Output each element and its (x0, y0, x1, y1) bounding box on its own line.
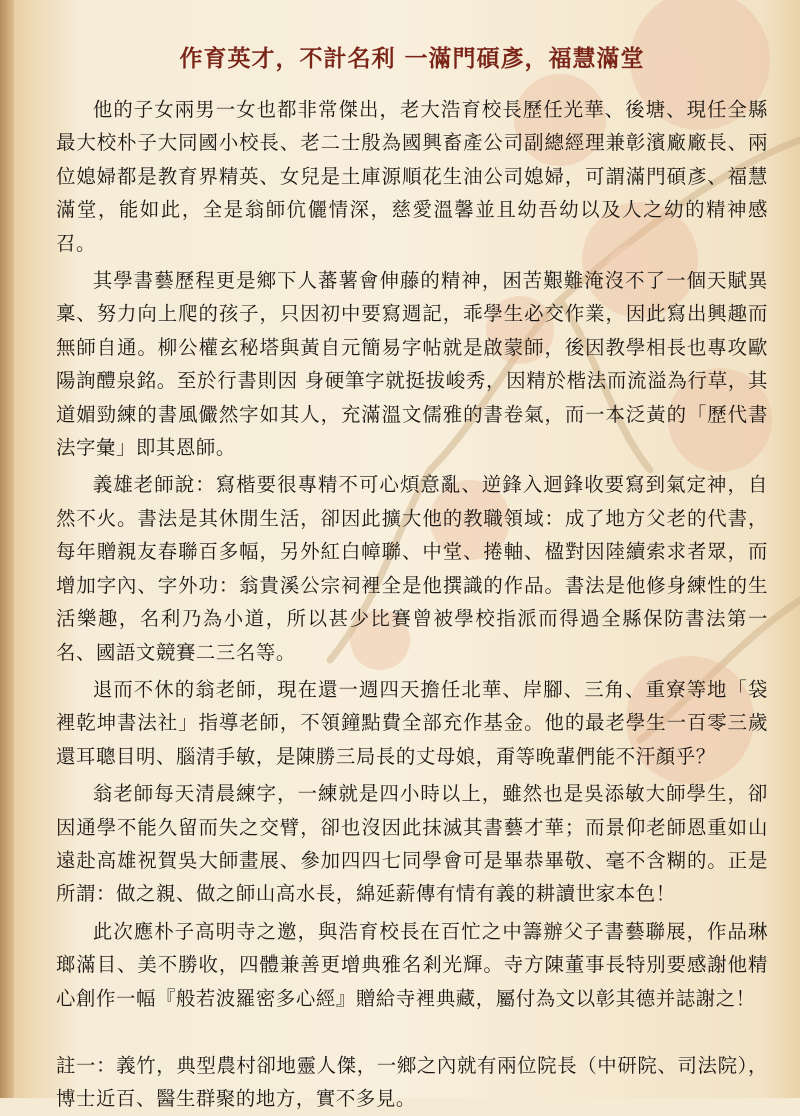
paragraph-calligraphy-journey: 其學書藝歷程更是鄉下人蕃薯會伸藤的精神，困苦艱難淹沒不了一個天賦異稟、努力向上爬的孩子，只因初中要寫週記，乖學生必交作業，因此寫出興趣而無師自通。柳公權玄秘塔與黃自元簡易字帖就是啟蒙師，後因教學相長也專攻歐陽詢醴泉銘。至於行書則因 身硬筆字就挺拔峻秀，因精於楷法而流溢為行草，其道媚勁練的書風儼然字如其人，充滿溫文儒雅的書卷氣，而一本泛黃的「歷代書法字彙」即其恩師。 (56, 269, 768, 460)
paragraph-retirement: 退而不休的翁老師，現在還一週四天擔任北華、岸腳、三角、重寮等地「袋裡乾坤書法社」指導老師，不領鐘點費全部充作基金。他的最老學生一百零三歲還耳聰目明、腦清手敏，是陳勝三局長的丈母娘，甭等晚輩們能不汗顏乎？ (56, 677, 768, 768)
paragraph-family: 他的子女兩男一女也都非常傑出，老大浩育校長歷任光華、後塘、現任全縣最大校朴子大同國小校長、老二士殷為國興畜產公司副總經理兼彰濱廠廠長、兩位媳婦都是教育界精英、女兒是土庫源順花生油公司媳婦，可謂滿門碩彥、福慧滿堂，能如此，全是翁師伉儷情深，慈愛溫馨並且幼吾幼以及人之幼的精神感召。 (56, 98, 768, 255)
paragraph-teacher-quote: 義雄老師說：寫楷要很專精不可心煩意亂、逆鋒入迴鋒收要寫到氣定神，自然不火。書法是其休閒生活，卻因此擴大他的教職領域：成了地方父老的代書，每年贈親友春聯百多幅，另外紅白幛聯、中堂、捲軸、楹對因陸續索求者眾，而增加字內、字外功：翁貴溪公宗祠裡全是他撰識的作品。書法是他修身練性的生活樂趣，名利乃為小道，所以甚少比賽曾被學校指派而得過全縣保防書法第一名、國語文競賽二三名等。 (56, 473, 768, 664)
page-binding-edge (0, 0, 14, 1098)
paragraph-exhibition: 此次應朴子高明寺之邀，與浩育校長在百忙之中籌辦父子書藝聯展，作品琳瑯滿目、美不勝收，四體兼善更增典雅名剎光輝。寺方陳董事長特別要感謝他精心創作一幅『般若波羅密多心經』贈給寺裡典藏，屬付為文以彰其德并誌謝之！ (56, 919, 768, 1010)
footnote: 註一：義竹，典型農村卻地靈人傑，一鄉之內就有兩位院長（中研院、司法院），博士近百、醫生群聚的地方，實不多見。 (56, 1053, 768, 1111)
page-title: 作育英才，不計名利 一滿門碩彥，福慧滿堂 (179, 45, 645, 72)
paragraph-daily-practice: 翁老師每天清晨練字，一練就是四小時以上，雖然也是吳添敏大師學生，卻因通學不能久留而失之交臂，卻也沒因此抹滅其書藝才華；而景仰老師恩重如山遠赴高雄祝賀吳大師畫展、參加四四七同學會可是畢恭畢敬、毫不含糊的。正是所謂：做之親、做之師山高水長，綿延薪傳有情有義的耕讀世家本色！ (56, 782, 768, 906)
article-body (56, 40, 768, 1116)
